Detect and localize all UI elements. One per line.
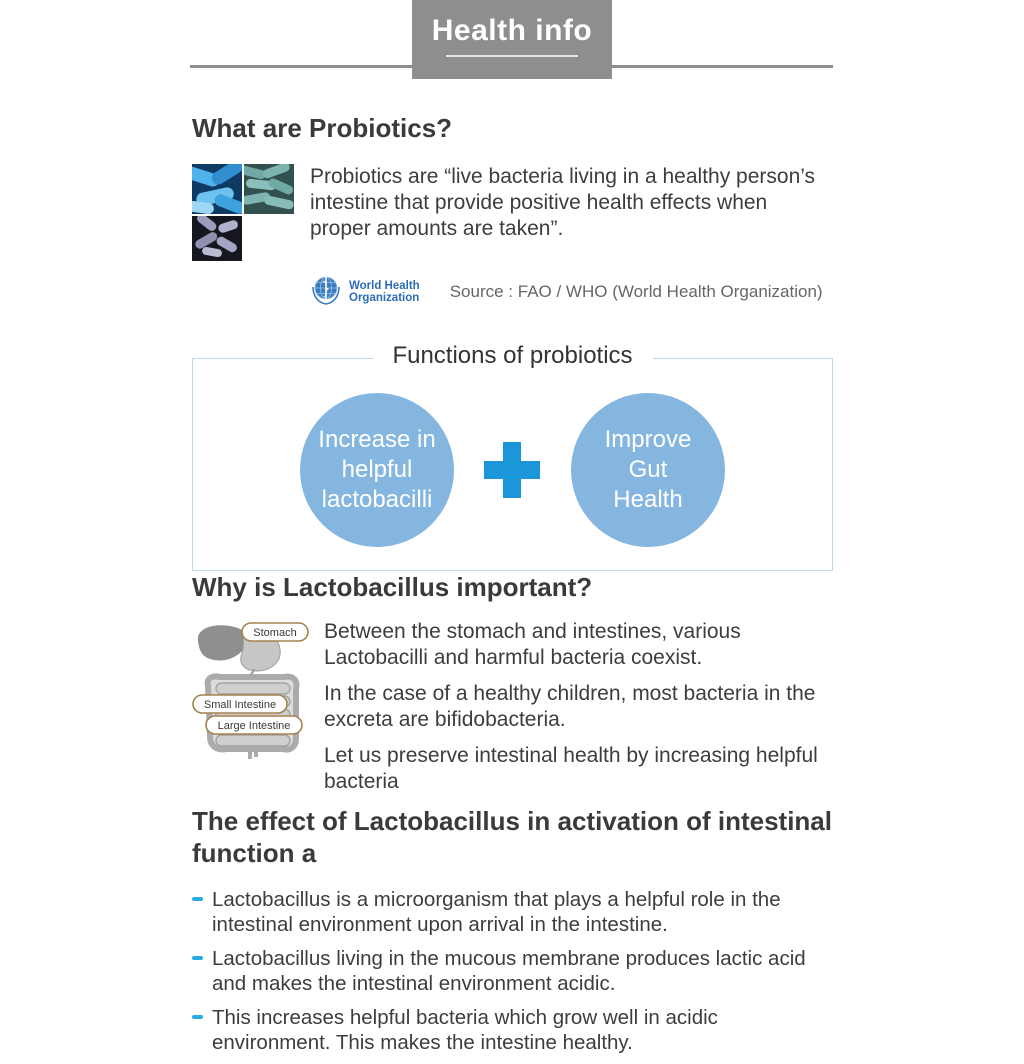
- bacteria-image-blue: [192, 164, 242, 214]
- circle-left-line3: lactobacilli: [321, 486, 433, 513]
- effect-heading: [192, 805, 833, 869]
- bacteria-image-purple: [192, 216, 242, 261]
- who-wordmark-line2: Organization: [349, 291, 420, 304]
- lactobacillus-heading: Why is Lactobacillus important?: [192, 572, 593, 602]
- circle-increase-lactobacilli: [300, 393, 454, 547]
- lactobacillus-paragraph-1: Between the stomach and intestines, various Lactobacilli and harmful bacteria coexist.: [324, 620, 741, 669]
- circle-left-line2: helpful: [341, 456, 413, 483]
- list-item: [192, 887, 833, 937]
- digestive-system-illustration: [192, 619, 314, 805]
- probiotics-heading: What are Probiotics?: [192, 113, 453, 143]
- label-small-intestine: Small Intestine: [203, 699, 277, 711]
- page-title: Health info: [431, 14, 593, 47]
- effect-heading-line1: The effect of Lactobacillus in activation of intestinal: [192, 806, 832, 836]
- lactobacillus-paragraph-2: In the case of a healthy children, most bacteria in the excreta are bifidobacteria.: [324, 682, 816, 731]
- list-item: [192, 946, 833, 996]
- bullet-text-1: Lactobacillus is a microorganism that plays a helpful role in the intestinal environment upon arrival in the intestine.: [212, 888, 781, 936]
- probiotics-definition-text: Probiotics are “live bacteria living in a healthy person’s intestine that provide positive health effects when proper amounts are taken”.: [310, 165, 816, 240]
- bullet-text-3: This increases helpful bacteria which grow well in acidic environment. This makes the intestine healthy.: [212, 1006, 718, 1054]
- lactobacillus-paragraph-3: Let us preserve intestinal health by increasing helpful bacteria: [324, 744, 818, 793]
- lactobacillus-paragraphs: [324, 619, 833, 805]
- functions-box: [192, 342, 833, 571]
- bullet-text-2: Lactobacillus living in the mucous membrane produces lactic acid and makes the intestinal environment acidic.: [212, 947, 806, 995]
- lactobacillus-row: [192, 619, 833, 805]
- plus-icon: [484, 442, 540, 498]
- bacteria-image-teal: [244, 164, 294, 214]
- header-banner: [412, 0, 612, 79]
- circle-right-line3: Health: [613, 486, 683, 513]
- bacteria-image-grid: [192, 164, 294, 261]
- effect-heading-line2: function a: [192, 838, 317, 868]
- source-row: [310, 273, 833, 310]
- who-logo-wordmark: [349, 280, 420, 304]
- circle-right-line1: Improve: [604, 426, 692, 453]
- circle-right-line2: Gut: [628, 456, 668, 483]
- probiotics-row: [192, 164, 833, 261]
- bullet-dash-icon: [192, 956, 203, 960]
- source-citation: Source : FAO / WHO (World Health Organization): [449, 281, 823, 301]
- bullet-dash-icon: [192, 897, 203, 901]
- label-large-intestine: Large Intestine: [217, 720, 291, 732]
- list-item: [192, 1005, 833, 1055]
- effect-bullet-list: [192, 887, 833, 1055]
- content-column: [192, 112, 833, 1064]
- header-underline: [446, 55, 578, 57]
- bullet-dash-icon: [192, 1015, 203, 1019]
- functions-box-title: Functions of probiotics: [372, 342, 652, 370]
- who-wordmark-line1: World Health: [349, 279, 420, 292]
- circle-left-line1: Increase in: [318, 426, 436, 453]
- circle-improve-gut-health: [571, 393, 725, 547]
- label-stomach: Stomach: [253, 627, 297, 639]
- who-logo-icon: [310, 273, 342, 310]
